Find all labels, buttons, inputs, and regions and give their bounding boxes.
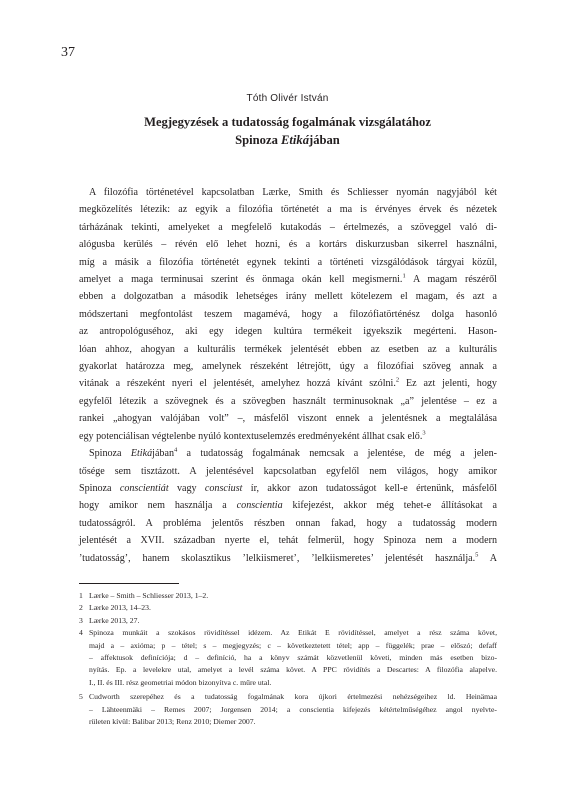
footnote-number: 1 [79,591,83,600]
title-line-2 [0,131,575,149]
footnote-number: 3 [79,615,83,625]
footnote-text: Lærke – Smith – Schliesser 2013, 1–2. [89,591,209,600]
text-run: Spinoza [89,448,131,460]
footnote-4 [79,627,497,689]
text-line: gyakorlat határozza meg, amelynek részeként létrejött, úgy a filozófiai szöveg annak a [79,361,497,373]
footnote-5 [79,691,497,728]
footnote-ref[interactable]: 3 [422,429,426,437]
text-run: a tudatosság fogalmának nemcsak a jelentése, de még a jelen- [177,448,497,460]
footnote-number: 4 [79,628,83,638]
footnote-3 [79,615,497,627]
footnote-text: rületen kívül: Balibar 2013; Renz 2010; Diemer 2007. [89,717,256,727]
footnotes [79,590,497,728]
article-title [0,113,575,149]
text-line [79,445,497,462]
text-emphasis: conscientia [236,500,283,512]
body-text [79,184,497,567]
author-name: Tóth Olivér István [246,93,329,104]
footnote-text: majd a – axióma; p – tétel; s – megjegyzés; c – következtetett tétel; app – függelék; prae – előszó; defaff [89,640,497,650]
text-emphasis: consciust [204,482,243,494]
footnote-text: – affektusok definíciója; d – definíció, ha a könyv számát közvetlenül követi, minden más esetben bizo- [89,653,497,663]
footnote-text: Cudworth szerepéhez és a tudatosság fogalmának kora újkori értelmezési nehézségeihez ld. Heinämaa [89,692,497,702]
text-line: ebben a dolgozatban a második lehetséges irány mellett kötelezem el magam, és azt a [79,291,497,303]
text-line: rankei „ahogyan valójában volt” –, másfelől viszont ennek a jelentésnek a megtalálása [79,413,497,425]
text-line: lóan ahhoz, ahogyan a kulturális termékek jelentését ebben az esetben az a kulturális [79,343,497,355]
title-text: Spinoza [235,133,282,147]
text-run: jában [152,448,174,460]
title-line-1: Megjegyzések a tudatosság fogalmának vizsgálatához [144,115,431,129]
footnote-text: Lærke 2013, 27. [89,615,140,625]
text-run: Spinoza [79,482,120,494]
text-line: tősége sem tisztázott. A jelentésével kapcsolatban egyfelől nem világos, hogy amikor [79,465,497,477]
footnote-text: Spinoza munkáit a szokásos rövidítéssel idézem. Az Etikát E rövidítéssel, amelyet a rész száma követ, [89,628,497,638]
text-line: míg a másik a filozófia történetét egynek tekinti a történeti vizsgálódások tárgyai közül, [79,256,497,268]
text-run: vitának a részeként nyeri el jelentését, amelyhez hozzá kívánt szólni. [79,378,396,390]
paragraph-2 [79,445,497,567]
text-emphasis: conscientiát [119,482,169,494]
text-line: tudatosságról. A probléma jelentős részben onnan fakad, hogy a tudatosság modern [79,517,497,529]
footnote-divider [79,583,179,584]
text-run: egy potenciálisan végtelenbe nyúló kontextuselemzés eredményeként állhat csak elő. [79,430,423,442]
footnote-1 [79,590,497,602]
text-line: jelentését a XVII. században nyerte el, tehát felmerül, hogy Spinoza nem a modern [79,535,497,547]
text-line [79,428,497,445]
text-line [79,480,497,497]
footnote-ref[interactable]: 1 [402,272,406,280]
text-run: kifejezést, akkor még tehet-e állításokat a [282,500,497,512]
text-run: hogy amikor nem használja a [79,500,237,512]
text-run: amelyet a maga terminusai szerint és önmaga okán kell megismerni. [79,274,403,286]
text-line [79,550,497,567]
text-line [79,271,497,288]
footnote-ref[interactable]: 4 [174,446,178,454]
text-line [79,375,497,392]
footnote-2 [79,602,497,614]
footnote-text: I., II. és III. rész geometriai módon bizonyítva c. műre utal. [89,677,272,687]
paragraph-1 [79,184,497,445]
page-number: 37 [61,45,75,60]
text-line: tárházának tekinti, amelyeket a megfelelő kutakodás – értelmezés, a szöveggel való di- [79,221,497,233]
text-run: ír, akkor azon tudatosságot kell-e értenünk, másfelől [242,482,497,494]
text-line: A filozófia történetével kapcsolatban Lærke, Smith és Schliesser nyomán nagyjából két [89,187,497,198]
text-run: A [478,552,497,564]
text-line: megközelítés létezik: az egyik a filozófia történetét a ma is érvényes érvek és nézetek [79,204,497,216]
text-emphasis: Etiká [130,448,153,460]
text-run: Ez azt jelenti, hogy [399,378,497,390]
title-emphasis: Etiká [281,133,310,147]
text-run: ’tudatosság’, hanem skolasztikus ’lelkiismeret’, ’lelkiismeretes’ jelentését használja. [79,552,476,564]
footnote-text: – Lähteenmäki – Remes 2007; Jorgensen 2014; a conscientia kifejezés kétértelműségéhez angol nyelvte- [89,704,497,714]
footnote-ref[interactable]: 5 [475,551,479,559]
text-line: alógusba kerülés – révén elő lehet hozni, és a kortárs diskurzusban sikerrel használni, [79,239,497,251]
footnote-ref[interactable]: 2 [395,377,400,385]
footnote-text: Lærke 2013, 14–23. [89,603,151,613]
text-line: az antropológuséhoz, aki egy idegen kultúra termékeit igyekszik megérteni. Hason- [79,326,497,338]
text-run: vagy [168,482,205,494]
text-line [79,497,497,514]
text-line: módszertani megfontolást teszem magamévá, hogy a filozófiatörténész dolga hasonló [79,308,497,320]
text-line: egyfelől létezik a szövegnek és a szövegben használt terminusoknak „a” jelentése – ez a [79,395,497,407]
text-run: A magam részéről [405,274,497,286]
title-text: jában [309,133,340,147]
footnote-number: 2 [79,603,83,613]
footnote-text: nyítás. Ep. a levelekre utal, amelyet a levél száma követ. A PPC rövidítés a Descartes: A filozófia alapelve. [89,665,497,675]
footnote-number: 5 [79,692,83,702]
